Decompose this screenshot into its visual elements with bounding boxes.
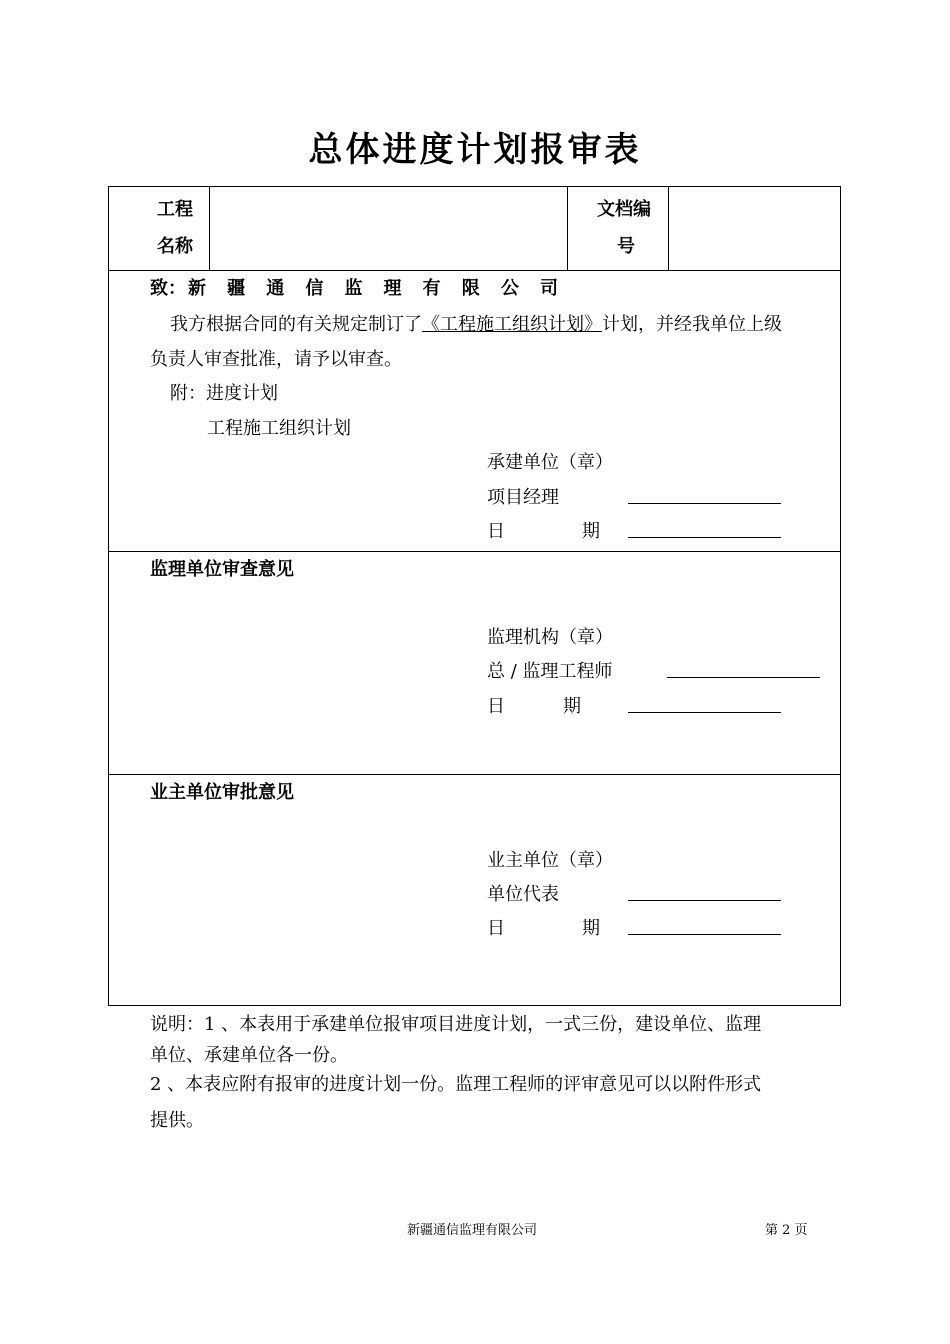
doc-number-label: 文档编 bbox=[597, 199, 651, 220]
addressee-char: 理 bbox=[383, 278, 402, 299]
owner-approval-heading: 业主单位审批意见 bbox=[150, 782, 294, 803]
addressee-char: 疆 bbox=[227, 278, 246, 299]
footer-company: 新疆通信监理有限公司 bbox=[407, 1223, 538, 1238]
plan-name: 《工程施工组织计划》 bbox=[422, 314, 602, 335]
footer-page-number: 第 2 页 bbox=[765, 1223, 808, 1238]
addressee-char: 有 bbox=[422, 278, 441, 299]
supervisor-date-line[interactable] bbox=[628, 712, 781, 713]
owner-representative-label: 单位代表 bbox=[487, 884, 559, 905]
page-title: 总体进度计划报审表 bbox=[308, 130, 642, 170]
addressee-char: 司 bbox=[539, 278, 558, 299]
date-label-char1: 日 bbox=[487, 696, 505, 717]
date-label-char2: 期 bbox=[563, 696, 581, 717]
addressee-char: 限 bbox=[461, 278, 480, 299]
header-divider-2 bbox=[567, 187, 568, 270]
date-label-char1: 日 bbox=[487, 521, 505, 542]
supervisor-opinion-heading: 监理单位审查意见 bbox=[150, 559, 294, 580]
row-divider-section2 bbox=[109, 774, 840, 775]
header-divider-3 bbox=[668, 187, 669, 270]
supervisor-org-seal-label: 监理机构（章） bbox=[487, 627, 613, 648]
engineer-signature-line[interactable] bbox=[667, 677, 820, 678]
request-paragraph-line2: 负责人审查批准，请予以审查。 bbox=[150, 349, 402, 370]
request-text-end: 计划，并经我单位上级 bbox=[602, 314, 782, 335]
attachment-item: 工程施工组织计划 bbox=[207, 418, 351, 439]
header-divider-1 bbox=[209, 187, 210, 270]
contractor-seal-label: 承建单位（章） bbox=[487, 452, 613, 473]
project-manager-label: 项目经理 bbox=[487, 487, 559, 508]
project-name-label: 工程 bbox=[157, 199, 193, 220]
owner-date-line[interactable] bbox=[628, 934, 781, 935]
owner-seal-label: 业主单位（章） bbox=[487, 850, 613, 871]
note-line-1: 说明：1 、本表用于承建单位报审项目进度计划，一式三份，建设单位、监理 bbox=[150, 1014, 762, 1035]
date-label-char2: 期 bbox=[582, 521, 600, 542]
addressee-char: 监 bbox=[344, 278, 363, 299]
review-form-table bbox=[108, 186, 841, 1006]
addressee-prefix: 致： bbox=[150, 278, 186, 299]
note-line-3: 2 、本表应附有报审的进度计划一份。监理工程师的评审意见可以以附件形式 bbox=[150, 1074, 762, 1095]
owner-representative-signature-line[interactable] bbox=[628, 900, 781, 901]
contractor-date-line[interactable] bbox=[628, 537, 781, 538]
addressee-char: 通 bbox=[266, 278, 285, 299]
attachment-label: 附：进度计划 bbox=[170, 383, 278, 404]
date-label-char1: 日 bbox=[487, 918, 505, 939]
request-paragraph-line1 bbox=[170, 310, 782, 336]
project-manager-signature-line[interactable] bbox=[628, 503, 781, 504]
addressee-company bbox=[188, 274, 558, 300]
supervising-engineer-label: 总 / 监理工程师 bbox=[487, 661, 613, 682]
note-line-2: 单位、承建单位各一份。 bbox=[150, 1045, 348, 1066]
addressee-char: 信 bbox=[305, 278, 324, 299]
row-divider-section1 bbox=[109, 551, 840, 552]
addressee-char: 新 bbox=[188, 278, 206, 299]
row-divider-header bbox=[109, 270, 840, 271]
note-line-4: 提供。 bbox=[150, 1110, 204, 1131]
doc-number-label-2: 号 bbox=[617, 236, 635, 257]
addressee-char: 公 bbox=[500, 278, 519, 299]
date-label-char2: 期 bbox=[582, 918, 600, 939]
request-text-start: 我方根据合同的有关规定制订了 bbox=[170, 314, 422, 335]
project-name-label-2: 名称 bbox=[157, 236, 193, 257]
